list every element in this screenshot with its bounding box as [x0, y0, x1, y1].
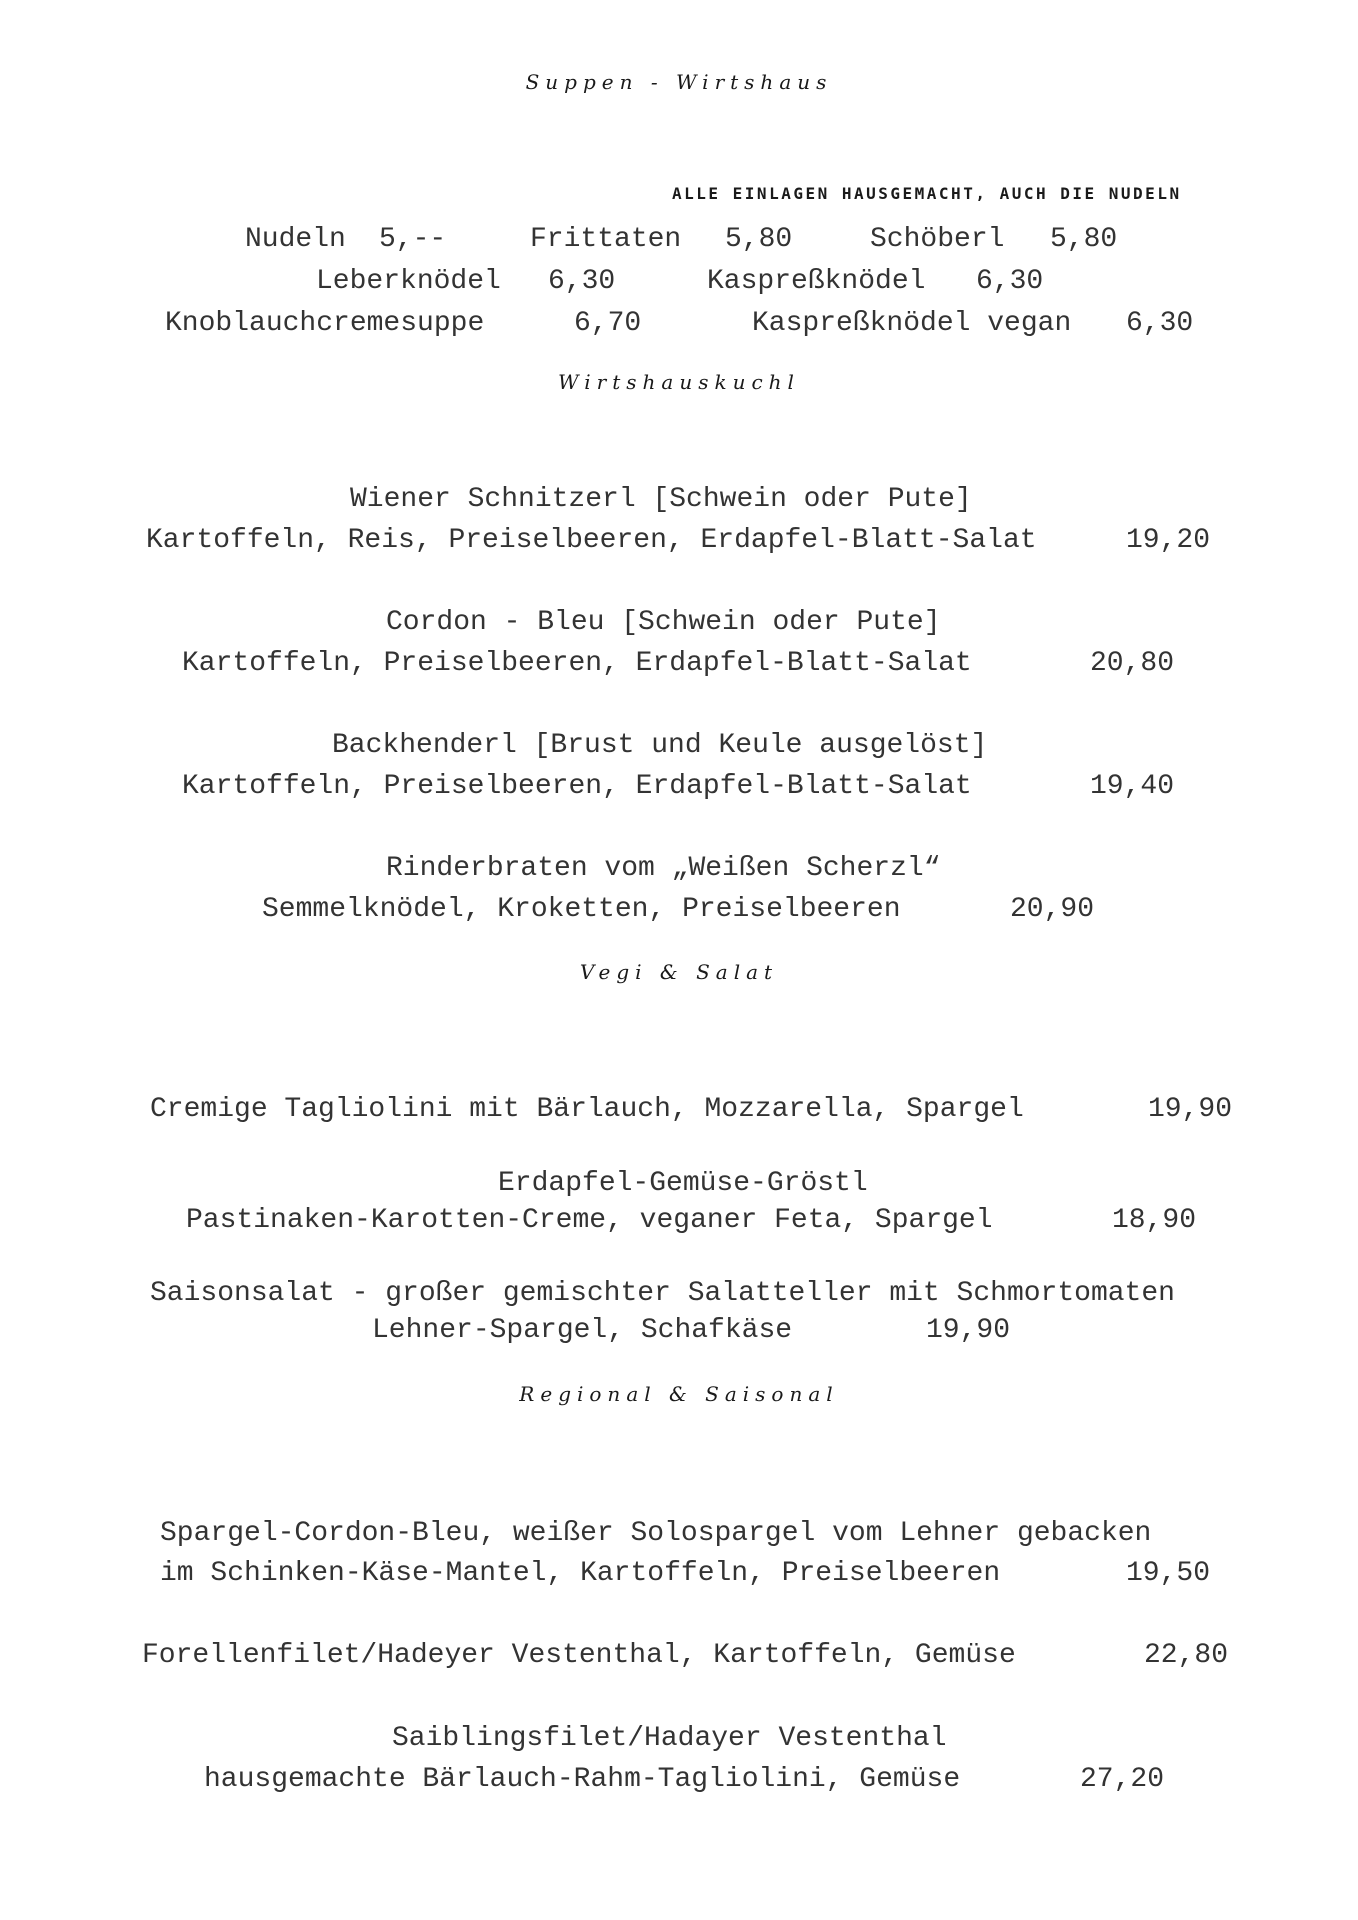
dish-desc: Kartoffeln, Preiselbeeren, Erdapfel-Blatt-Salat	[182, 771, 972, 802]
dish-name: Saiblingsfilet/Hadayer Vestenthal	[392, 1723, 947, 1754]
dish-price: 19,90	[1148, 1094, 1233, 1125]
dish-price: 27,20	[1080, 1764, 1165, 1795]
dish-name: Saisonsalat - großer gemischter Salatteller mit Schmortomaten	[150, 1278, 1175, 1309]
dish-price: 20,80	[1090, 648, 1175, 679]
soup-price: 5,80	[725, 224, 793, 255]
dish-price: 20,90	[1010, 894, 1095, 925]
soup-price: 6,70	[574, 308, 642, 339]
dish-name: Spargel-Cordon-Bleu, weißer Solospargel vom Lehner gebacken	[160, 1518, 1152, 1549]
dish-desc: Pastinaken-Karotten-Creme, veganer Feta, Spargel	[186, 1205, 993, 1236]
dish-name: Cordon - Bleu [Schwein oder Pute]	[386, 607, 941, 638]
dish-price: 19,40	[1090, 771, 1175, 802]
dish-name: Rinderbraten vom „Weißen Scherzl“	[386, 853, 941, 884]
soup-name: Knoblauchcremesuppe	[165, 308, 485, 339]
dish-desc: Lehner-Spargel, Schafkäse	[372, 1315, 793, 1346]
dish-price: 22,80	[1144, 1640, 1229, 1671]
soup-price: 6,30	[976, 266, 1044, 297]
soup-name: Kaspreßknödel	[707, 266, 926, 297]
soup-price: 6,30	[1126, 308, 1194, 339]
dish-price: 18,90	[1112, 1205, 1197, 1236]
suppen-subtitle: ALLE EINLAGEN HAUSGEMACHT, AUCH DIE NUDELN	[672, 184, 1182, 203]
soup-price: 5,--	[379, 224, 447, 255]
dish-price: 19,90	[926, 1315, 1011, 1346]
soup-name: Leberknödel	[316, 266, 501, 297]
dish-name: Cremige Tagliolini mit Bärlauch, Mozzarella, Spargel	[150, 1094, 1024, 1125]
soup-price: 6,30	[548, 266, 616, 297]
soup-name: Schöberl	[870, 224, 1005, 255]
dish-name: Forellenfilet/Hadeyer Vestenthal, Kartoffeln, Gemüse	[142, 1640, 1016, 1671]
soup-name: Frittaten	[530, 224, 682, 255]
section-title-wirtshauskuchl: Wirtshauskuchl	[558, 370, 800, 394]
soup-name: Nudeln	[245, 224, 346, 255]
dish-name: Backhenderl [Brust und Keule ausgelöst]	[332, 730, 988, 761]
dish-desc: im Schinken-Käse-Mantel, Kartoffeln, Preiselbeeren	[160, 1558, 1001, 1589]
dish-desc: Kartoffeln, Reis, Preiselbeeren, Erdapfel-Blatt-Salat	[146, 525, 1037, 556]
dish-desc: Semmelknödel, Kroketten, Preiselbeeren	[262, 894, 901, 925]
soup-price: 5,80	[1050, 224, 1118, 255]
section-title-suppen: Suppen - Wirtshaus	[525, 70, 833, 94]
dish-price: 19,50	[1126, 1558, 1211, 1589]
section-title-regional-saisonal: Regional & Saisonal	[519, 1382, 839, 1406]
soup-name: Kaspreßknödel vegan	[752, 308, 1072, 339]
dish-price: 19,20	[1126, 525, 1211, 556]
dish-desc: Kartoffeln, Preiselbeeren, Erdapfel-Blatt-Salat	[182, 648, 972, 679]
dish-name: Erdapfel-Gemüse-Gröstl	[498, 1168, 868, 1199]
section-title-vegi-salat: Vegi & Salat	[579, 960, 779, 984]
dish-desc: hausgemachte Bärlauch-Rahm-Tagliolini, Gemüse	[204, 1764, 961, 1795]
dish-name: Wiener Schnitzerl [Schwein oder Pute]	[350, 484, 972, 515]
